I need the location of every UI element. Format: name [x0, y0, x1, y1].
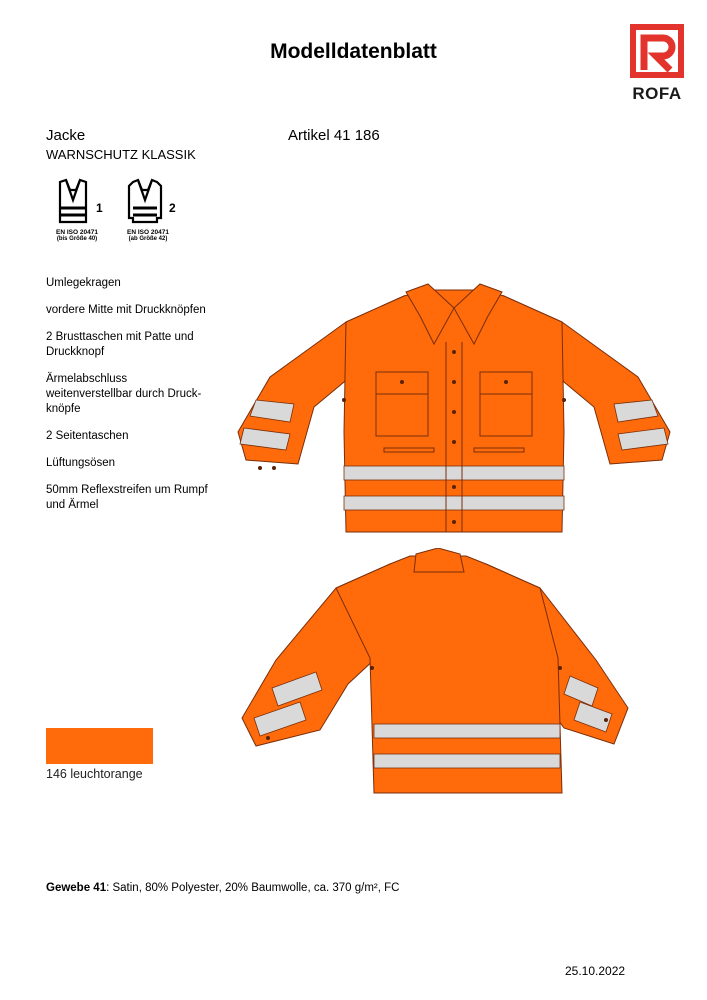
- article-number: Artikel 41 186: [288, 127, 380, 144]
- feature-item: 50mm Reflexstreifen um Rumpf und Ärmel: [46, 484, 208, 511]
- feature-item: vordere Mitte mit Druckknöpfen: [46, 304, 206, 316]
- brand-name: ROFA: [632, 84, 682, 103]
- feature-item: Umlegekragen: [46, 277, 121, 289]
- norm-class-2: [111, 178, 185, 242]
- norm-class-number: 1: [96, 201, 103, 215]
- norm-class-number: 2: [169, 201, 176, 215]
- product-name: WARNSCHUTZ KLASSIK: [46, 147, 196, 162]
- rofa-logo-icon: [630, 24, 684, 78]
- fabric-label: Gewebe 41: [46, 882, 107, 894]
- feature-list: [46, 276, 236, 525]
- brand-logo: [625, 24, 689, 103]
- jacket-back-view: [240, 548, 632, 796]
- feature-item: Ärmelabschluss weitenverstellbar durch Druck- knöpfe: [46, 373, 202, 415]
- jacket-front-view: [234, 282, 674, 537]
- norm-note: (bis Größe 40): [56, 236, 98, 242]
- feature-item: 2 Seitentaschen: [46, 430, 129, 442]
- hi-vis-vest-icon: [48, 178, 110, 226]
- page-title: Modelldatenblatt: [270, 40, 437, 63]
- color-swatch: [46, 728, 153, 764]
- fabric-text: : Satin, 80% Polyester, 20% Baumwolle, ca. 370 g/m², FC: [106, 882, 400, 894]
- fabric-info: [46, 882, 399, 894]
- norm-class-1: [40, 178, 114, 242]
- norm-standard: EN ISO 20471: [127, 229, 169, 236]
- color-label: 146 leuchtorange: [46, 767, 143, 781]
- hi-vis-jacket-icon: [119, 178, 181, 226]
- norm-note: (ab Größe 42): [128, 236, 168, 242]
- document-date: 25.10.2022: [565, 964, 626, 978]
- norm-standard: EN ISO 20471: [56, 229, 98, 236]
- feature-item: 2 Brusttaschen mit Patte und Druckknopf: [46, 331, 194, 358]
- feature-item: Lüftungsösen: [46, 457, 116, 469]
- product-type: Jacke: [46, 127, 86, 144]
